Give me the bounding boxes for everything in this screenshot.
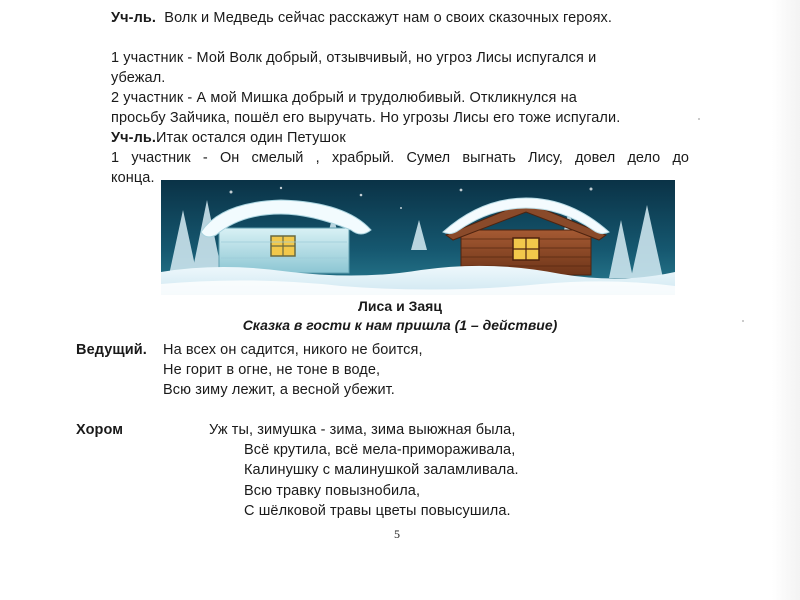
- narrator-line-2: Не горит в огне, не тоне в воде,: [163, 362, 381, 378]
- scan-edge-shadow: [772, 0, 800, 600]
- narrator-line-3: Всю зиму лежит, а весной убежит.: [163, 382, 395, 398]
- teacher-line-1: [111, 8, 612, 28]
- scan-dust: [698, 118, 700, 120]
- chorus-line-5: С шёлковой травы цветы повысушила.: [244, 503, 511, 519]
- participant-label: 1 участник -: [111, 50, 193, 66]
- chorus-line-1: Уж ты, зимушка - зима, зима выюжная была,: [209, 422, 516, 438]
- scan-dust: [742, 320, 744, 322]
- page-number: 5: [394, 527, 400, 541]
- chorus-line-3: Калинушку с малинушкой заламливала.: [244, 462, 519, 478]
- participant-2-line-1: 2 участник - А мой Мишка добрый и трудолюбивый. Откликнулся на: [111, 90, 577, 106]
- teacher-text: Итак остался один Петушок: [156, 130, 346, 146]
- teacher-label: Уч-ль.: [111, 10, 157, 26]
- participant-3-line-1: 1 участник - Он смелый , храбрый. Сумел выгнать Лису, довел дело до: [111, 150, 689, 166]
- play-subtitle: Сказка в гости к нам пришла (1 – действие): [242, 317, 558, 333]
- participant-1-line-1: [111, 48, 596, 68]
- participant-2-line-2: просьбу Зайчика, пошёл его выручать. Но угрозы Лисы его тоже испугали.: [111, 110, 621, 126]
- narrator-label: Ведущий.: [76, 342, 147, 358]
- chorus-label: Хором: [76, 422, 124, 438]
- participant-3-line-2: конца.: [111, 170, 155, 186]
- participant-text: Мой Волк добрый, отзывчивый, но угроз Лисы испугался и: [196, 50, 597, 66]
- teacher-label: Уч-ль.: [111, 130, 157, 146]
- teacher-line-2: [111, 128, 346, 148]
- teacher-text: Волк и Медведь сейчас расскажут нам о своих сказочных героях.: [164, 10, 612, 26]
- play-title: Лиса и Заяц: [358, 298, 442, 314]
- chorus-line-2: Всё крутила, всё мела-приморaживала,: [244, 442, 516, 458]
- participant-1-line-2: убежал.: [111, 70, 166, 86]
- winter-huts-illustration: [161, 180, 675, 295]
- chorus-line-4: Всю травку повызнобила,: [244, 483, 421, 499]
- narrator-line-1: На всех он садится, никого не боится,: [163, 342, 423, 358]
